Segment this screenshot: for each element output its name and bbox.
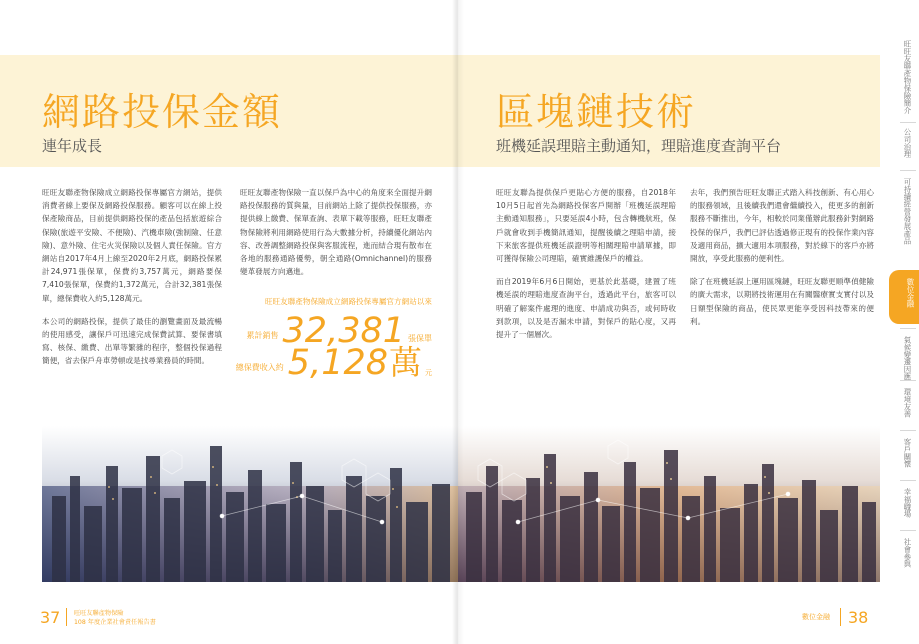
tab-customer-care[interactable]: 客戶關懷: [903, 438, 912, 468]
stat-unit: 張保單: [408, 334, 432, 343]
paragraph: 本公司的網路投保，提供了最佳的瀏覽畫面及最流暢的使用感受，讓保戶可迅速完成保費試算、要保書填寫、核保、繳費、出單等繁雜的程序，整個投保過程簡便，省去保戶舟車勞頓或是找尋業務員的時間。: [42, 316, 222, 366]
stat-unit: 萬: [389, 343, 422, 382]
tab-company-intro[interactable]: 旺旺友聯產物保險簡介: [903, 40, 912, 114]
right-page: [458, 0, 919, 644]
tab-divider: [900, 170, 916, 171]
page-number-left: 37: [40, 608, 61, 627]
left-title-banner: [0, 55, 458, 167]
stat-value: 5,128: [287, 343, 388, 383]
right-title-banner: [458, 55, 880, 167]
left-page: [0, 0, 458, 644]
paragraph: 旺旺友聯為提供保戶更貼心方便的服務，自2018年10月5日起首先為網路投保客戶開辦「班機延誤理賠主動通知服務」，只要延誤4小時，包含轉機航班，保戶就會收到手機簡訊通知，提醒後續之理賠申請，接下來旅客提供班機延誤證明等相關理賠申請單據，即可獲得保險公司理賠，確實維護保戶的權益。: [496, 188, 676, 264]
city-skyline-illustration: [42, 426, 458, 582]
tab-divider: [900, 328, 916, 329]
footer-company: 旺旺友聯產物保險: [74, 610, 124, 617]
paragraph: 旺旺友聯產物保險一直以保戶為中心的角度來全面提升網路投保服務的質與量，目前網站上除了提供投保服務，亦提供線上繳費、保單查詢、表單下載等服務，旺旺友聯產物保險將利用網路使用行為大數據分析，持續優化網站內容、改善調整網路投保與客服流程，進而結合現有散布在各地的服務通路優勢，朝全通路(Omnichannel)的服務變革發展方向邁進。: [240, 188, 432, 277]
right-page-title: 區塊鏈技術: [496, 90, 697, 134]
tab-social-participation[interactable]: 社會參與: [903, 538, 912, 568]
left-page-title: 網路投保金額: [42, 90, 283, 134]
paragraph: 去年，我們預告旺旺友聯正式踏入科技創新、有心用心的服務領域，且後續我們還會繼續投入，使更多的創新服務不斷推出，今年，相較於同業僅辦此服務針對網路投保的保戶，我們已評估透過修正現有的投保作業內容及適用商品，擴大適用本項服務，對於線下的客戶亦將開放，享受此服務的便利性。: [690, 188, 874, 264]
footer-report-info: [74, 609, 156, 627]
stat-value: 32,381: [282, 311, 405, 351]
left-column-1: [42, 186, 222, 378]
tab-divider: [900, 122, 916, 123]
city-skyline-illustration: [458, 426, 880, 582]
paragraph: 而自2019年6月6日開始，更基於此基礎，建置了班機延誤的理賠進度查詢平台，透過此平台，旅客可以明確了解案件處理的進度、申請成功與否，或何時收到款項，以及是否漏未申請，對保戶的貼心度，又再提升了一個層次。: [496, 277, 676, 340]
tab-digital-finance[interactable]: 數位金融: [906, 278, 915, 308]
tab-divider: [900, 530, 916, 531]
footer-divider: [66, 608, 67, 626]
left-city-image: [42, 426, 458, 582]
page-number-right: 38: [848, 608, 869, 627]
paragraph: 除了在班機延誤上運用區塊鏈，旺旺友聯更順準偵健險的廣大需求，以期將技術運用在有關醫療實支實付以及日額型保險的商品，使民眾更能享受因科技帶來的便利。: [690, 277, 874, 326]
page-gutter-shadow: [452, 0, 464, 644]
tab-workplace[interactable]: 幸福職場: [903, 488, 912, 518]
left-page-subtitle: 連年成長: [42, 137, 103, 155]
tab-divider: [900, 380, 916, 381]
tab-governance[interactable]: 公司治理: [903, 128, 912, 158]
stat-label: 總保費收入約: [235, 363, 284, 372]
tab-sustainable-products[interactable]: 可持續經營發展產品: [903, 178, 912, 245]
stat-unit-small: 元: [425, 369, 432, 377]
tab-environment[interactable]: 環境友善: [903, 388, 912, 418]
stat-label: 累計銷售: [246, 331, 279, 340]
chapter-tabs: [886, 0, 919, 644]
right-column-1: [496, 186, 676, 351]
tab-divider: [900, 430, 916, 431]
paragraph: 旺旺友聯產物保險成立網路投保專屬官方網站，提供消費者線上要保及網路投保服務。顧客可以在線上投保產險商品，目前提供網路投保的產品包括旅遊綜合保險(旅遊平安險、不便險)、汽機車險(強制險、任意險)、意外險、住宅火災保險以及個人責任保險。官方網站自2017年4月上線至2020年2月底，網路投保累計24,971張保單，保費約3,757萬元，網路要保7,410張保單，保費約1,372萬元，合計32,381張保單，總保費收入約5,128萬元。: [42, 188, 222, 303]
footer-divider: [840, 608, 841, 626]
stats-caption: 旺旺友聯產物保險成立網路投保專屬官方網站以來: [264, 297, 432, 306]
online-insurance-stats: [235, 296, 432, 383]
right-page-subtitle: 班機延誤理賠主動通知，理賠進度查詢平台: [496, 137, 782, 155]
right-city-image: [458, 426, 880, 582]
footer-section-name: 數位金融: [802, 613, 830, 621]
footer-report-title: 108 年度企業社會責任報告書: [74, 619, 156, 626]
stat-premium: [235, 343, 432, 383]
left-column-2: [240, 186, 432, 288]
right-column-2: [690, 186, 874, 338]
tab-climate-change[interactable]: 氣候變遷因應: [903, 336, 912, 381]
tab-divider: [900, 480, 916, 481]
